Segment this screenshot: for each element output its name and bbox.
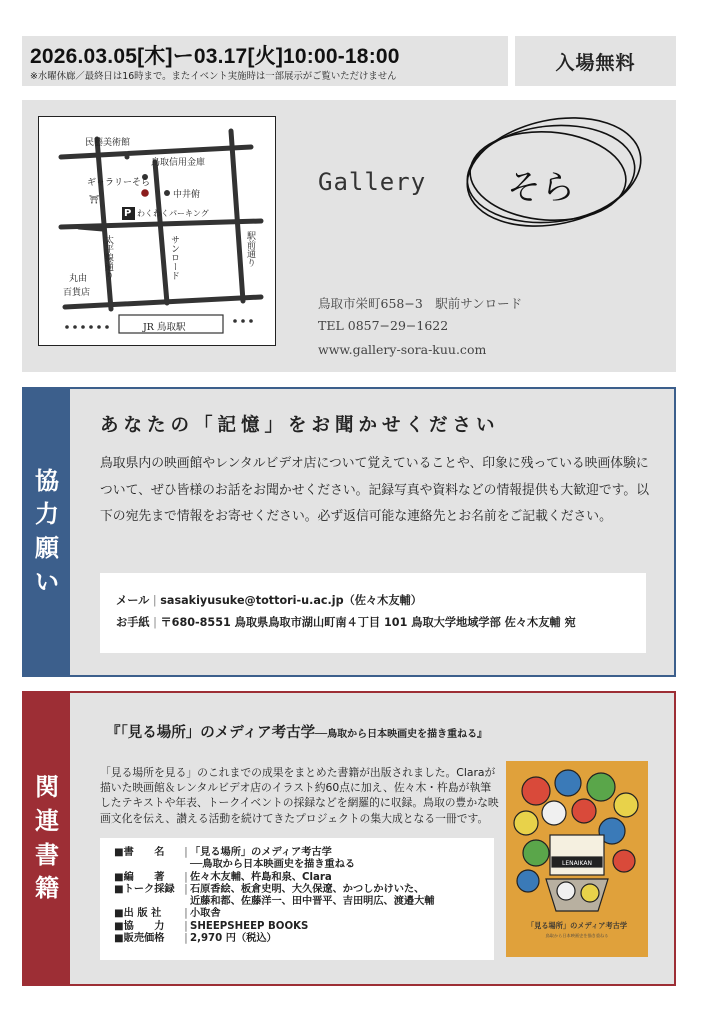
spec-label: ■書 名 <box>114 847 165 858</box>
spec-value: SHEEPSHEEP BOOKS <box>190 920 309 932</box>
mail-address[interactable]: sasakiyusuke@tottori-u.ac.jp（佐々木友輔） <box>160 594 422 607</box>
gallery-address: 鳥取市栄町658−3 駅前サンロード <box>318 296 523 311</box>
post-address: 〒680-8551 鳥取県鳥取市湖山町南４丁目 101 鳥取大学地域学部 佐々木友輔 宛 <box>160 616 576 629</box>
parking-symbol: P <box>124 208 132 219</box>
map-label-parking: わくわくパーキング <box>137 209 209 218</box>
spec-label: ■編 著 <box>114 871 165 883</box>
map-label-maruyoshi: 丸由 <box>69 274 88 284</box>
book-title <box>106 721 487 742</box>
book-description: 「見る場所を見る」のこれまでの成果をまとめた書籍が出版されました。Claraが描いた映画館＆レンタルビデオ店のイラスト約60点に加え、佐々木・杵島が執筆したテキストや年表、トークイベントの採録などを網羅的に収録。鳥取の豊かな映画文化を伝え、讃える活動を続けてきたプロジェクトの集大成となる一冊です。 <box>100 766 499 825</box>
book-title-sub: ──鳥取から日本映画史を描き重ねる』 <box>315 729 488 740</box>
spec-row <box>114 859 480 871</box>
map-roads <box>39 117 277 347</box>
spec-value: ──鳥取から日本映画史を描き重ねる <box>190 859 356 871</box>
spec-row: ■書 名 | 「見る場所」のメディア考古学 <box>114 847 480 859</box>
contact-box <box>100 573 646 653</box>
map-label-nakai: 中井俯 <box>173 190 201 200</box>
spec-value: 小取舎 <box>190 908 221 920</box>
date-banner <box>22 36 508 86</box>
spec-row: ■トーク採録 | 石原香絵、板倉史明、大久保遼、かつしかけいた、 <box>114 884 480 896</box>
spec-row: ■出 版 社 | 小取舎 <box>114 908 480 920</box>
gallery-url[interactable]: www.gallery-sora-kuu.com <box>318 342 487 357</box>
spec-value: 石原香絵、板倉史明、大久保遼、かつしかけいた、 <box>190 883 425 895</box>
cooperation-tab <box>24 389 70 675</box>
spec-label <box>114 859 182 871</box>
exhibition-dates: 2026.03.05[木]ー03.17[火]10:00-18:00 <box>30 45 400 68</box>
spec-row <box>114 896 480 908</box>
tab-char: い <box>35 567 59 596</box>
spec-label <box>114 896 182 908</box>
book-spec-box <box>100 838 494 960</box>
gallery-logo-kana: そら <box>507 168 575 208</box>
gallery-info <box>22 100 676 372</box>
map-label-station: JR 鳥取駅 <box>143 322 186 333</box>
cooperation-title: あなたの「記憶」をお聞かせください <box>100 415 500 436</box>
spec-value: 2,970 円（税込） <box>190 933 277 945</box>
spec-row: ■編 著 | 佐々木友輔、杵島和泉、Clara <box>114 872 480 884</box>
admission-badge: 入場無料 <box>515 36 676 86</box>
gallery-tel: TEL 0857−29−1622 <box>318 318 449 333</box>
book-tab <box>24 693 70 984</box>
station-dots-left <box>65 325 109 329</box>
spec-label: ■協 力 <box>114 920 165 932</box>
gallery-logo-word: Gallery <box>318 168 427 196</box>
cover-subtitle: 鳥取から日本映画史を描き重ねる <box>545 933 609 938</box>
tab-char: 協 <box>35 466 59 495</box>
gallery-marker <box>141 189 149 197</box>
station-dots-right <box>233 319 253 323</box>
contact-mail-row: メール | sasakiyusuke@tottori-u.ac.jp（佐々木友輔） <box>116 594 422 607</box>
map-label-mingei: 民藝美術館 <box>85 138 131 148</box>
tab-char: 関 <box>35 773 59 802</box>
spec-value: 近藤和都、佐藤洋一、田中晋平、吉田明広、渡邉大輔 <box>190 896 435 908</box>
spec-value: 佐々木友輔、杵島和泉、Clara <box>190 871 332 883</box>
post-label: お手紙 <box>116 616 150 629</box>
cover-sign: LENAIKAN <box>562 860 592 867</box>
map-label-department-store: 百貨店 <box>63 288 91 298</box>
nakai-marker <box>164 190 170 196</box>
spec-value: 「見る場所」のメディア考古学 <box>190 847 332 858</box>
map-label-sunroad: サンロード <box>169 235 179 280</box>
spec-label: ■出 版 社 <box>114 908 162 920</box>
cover-title: 「見る場所」のメディア考古学 <box>526 921 628 930</box>
tab-char: 籍 <box>35 874 59 903</box>
spec-label: ■販売価格 <box>114 933 165 945</box>
tab-char: 願 <box>35 534 59 562</box>
contact-post-row: お手紙 | 〒680-8551 鳥取県鳥取市湖山町南４丁目 101 鳥取大学地域学部 佐々木友輔 宛 <box>116 616 576 629</box>
mail-label: メール <box>116 594 150 607</box>
book-title-main: 『「見る場所」のメディア考古学 <box>106 725 316 741</box>
tab-char: 書 <box>35 840 59 869</box>
map-label-ekimae: 駅前通り <box>245 231 255 267</box>
spec-row: ■協 力 | SHEEPSHEEP BOOKS <box>114 921 480 933</box>
spec-label: ■トーク採録 <box>114 883 175 895</box>
map-label-gallery: ギャラリーそら <box>87 178 151 188</box>
map-label-taihei: 太平線通り <box>103 235 113 280</box>
cooperation-section <box>22 387 676 677</box>
spec-row: ■販売価格 | 2,970 円（税込） <box>114 933 480 945</box>
opening-note: ※水曜休廊／最終日は16時まで。またイベント実施時は一部展示がご覧いただけません <box>30 71 397 82</box>
map-label-bank: 鳥取信用金庫 <box>151 158 206 168</box>
shrine-icon: ⛩ <box>89 195 100 204</box>
related-book-section <box>22 691 676 986</box>
access-map <box>38 116 276 346</box>
cooperation-body: 鳥取県内の映画館やレンタルビデオ店について覚えていることや、印象に残っている映画体験について、ぜひ皆様のお話をお聞かせください。記録写真や資料などの情報提供も大歓迎です。以下の宛先まで情報をお寄せください。必ず返信可能な連絡先とお名前をご記載ください。 <box>100 456 649 524</box>
book-cover <box>506 761 648 957</box>
tab-char: 連 <box>35 806 59 835</box>
tab-char: 力 <box>35 500 59 529</box>
